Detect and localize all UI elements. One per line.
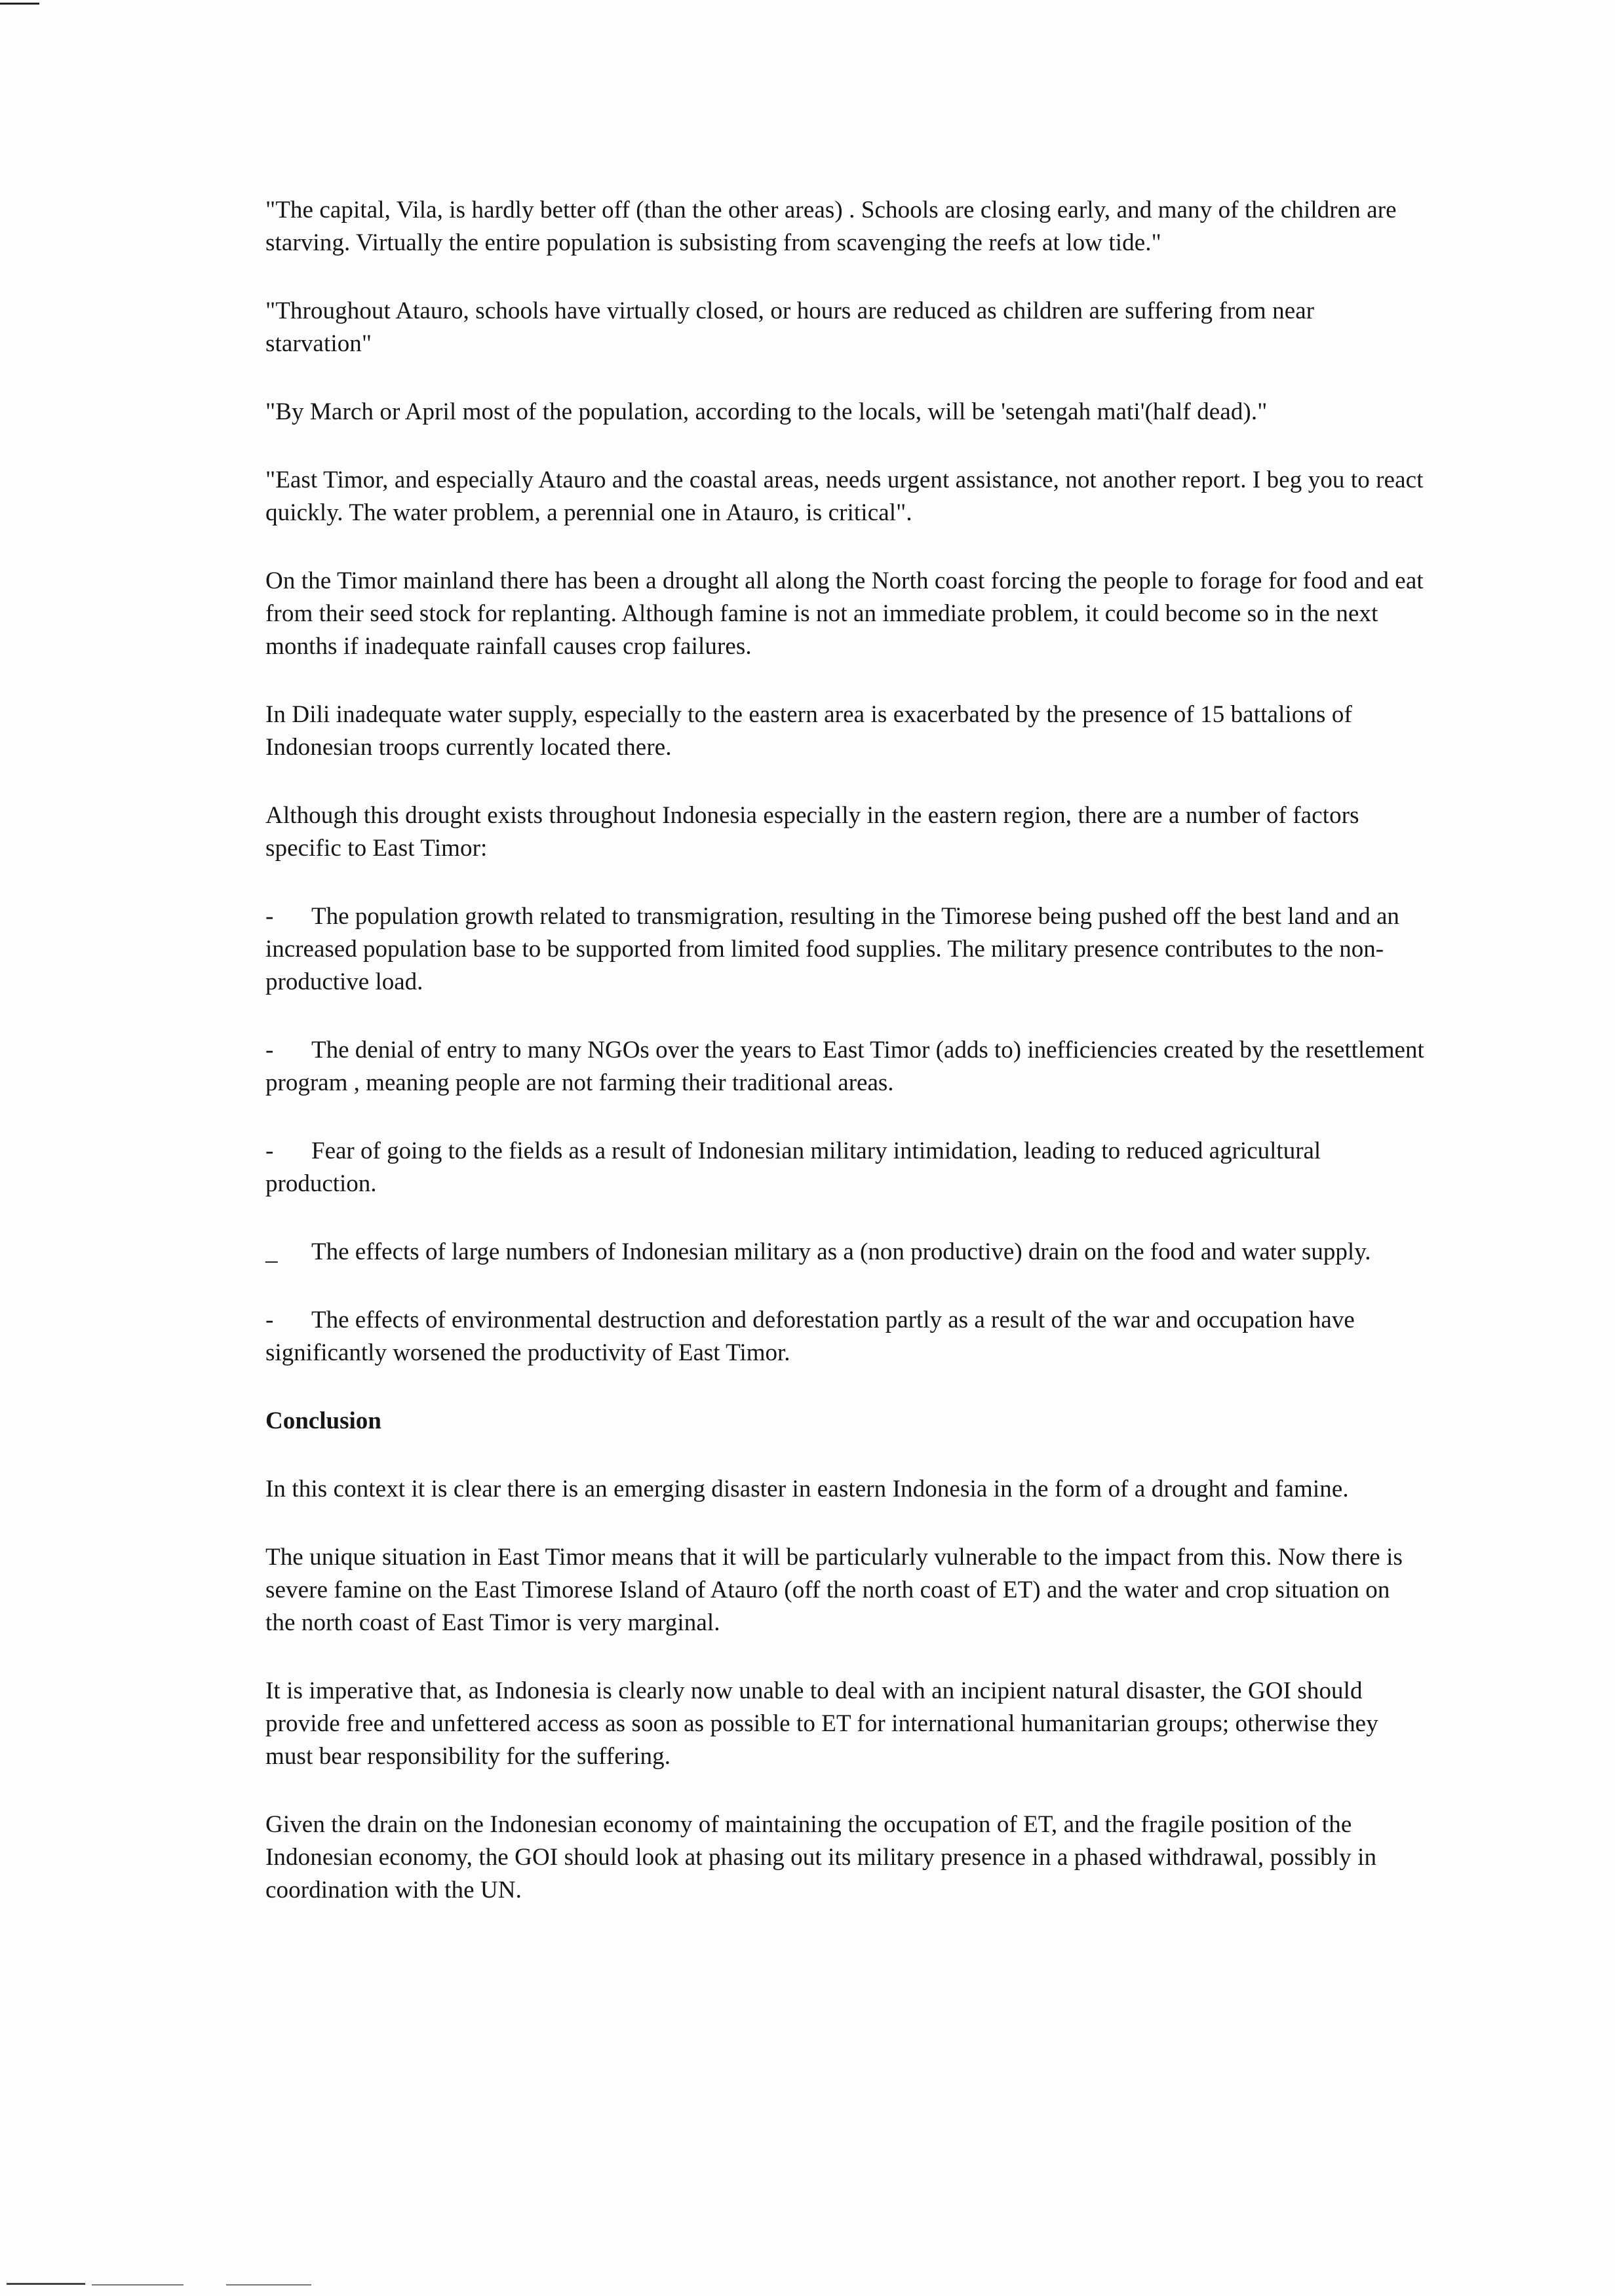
paragraph-vila-quote: "The capital, Vila, is hardly better off (than the other areas) . Schools are closing early, and many of the children are starving. Virtually the entire population is subsisting from scavenging the reefs at low tide." [265,197,1397,256]
bullet-text: Fear of going to the fields as a result of Indonesian military intimidation, leading to reduced agricultural production. [265,1138,1321,1197]
scan-mark-bottom-left [7,2283,85,2285]
paragraph-atauro-schools-quote: "Throughout Atauro, schools have virtually closed, or hours are reduced as children are suffering from near starvation" [265,297,1315,357]
paragraph-emerging-disaster: In this context it is clear there is an emerging disaster in eastern Indonesia in the form of a drought and famine. [265,1476,1349,1502]
paragraph-phased-withdrawal: Given the drain on the Indonesian economy of maintaining the occupation of ET, and the fragile position of the Indonesian economy, the GOI should look at phasing out its military presence in a phased withdrawal, possibly in coordination with the UN. [265,1811,1377,1904]
section-heading-conclusion: Conclusion [265,1407,381,1434]
paragraph-urgent-assistance-quote: "East Timor, and especially Atauro and the coastal areas, needs urgent assistance, not another report. I beg you to react quickly. The water problem, a perennial one in Atauro, is critical". [265,467,1424,526]
bullet-text: The population growth related to transmigration, resulting in the Timorese being pushed off the best land and an increased population base to be supported from limited food supplies. The military presence contributes to the non-productive load. [265,903,1399,995]
paragraph-dili-water: In Dili inadequate water supply, especially to the eastern area is exacerbated by the presence of 15 battalions of Indonesian troops currently located there. [265,701,1352,761]
paragraph-march-april-quote: "By March or April most of the population, according to the locals, will be 'setengah mati'(half dead)." [265,398,1268,425]
scan-mark-bottom-mid [92,2284,184,2286]
paragraph-mainland-drought: On the Timor mainland there has been a drought all along the North coast forcing the people to forage for food and eat from their seed stock for replanting. Although famine is not an immediate problem, it could become so in the next months if inadequate rainfall causes crop failures. [265,567,1424,660]
list-item [265,1304,1426,1369]
paragraph-factors-intro: Although this drought exists throughout Indonesia especially in the eastern region, there are a number of factors specific to East Timor: [265,802,1359,862]
list-item [265,1236,1426,1269]
paragraph-imperative-access: It is imperative that, as Indonesia is clearly now unable to deal with an incipient natural disaster, the GOI should provide free and unfettered access as soon as possible to ET for international humanitarian groups; otherwise they must bear responsibility for the suffering. [265,1677,1378,1770]
scan-mark-top-left [0,3,39,5]
bullet-mark: - [265,903,274,930]
list-item [265,1135,1426,1200]
scan-mark-bottom-mid2 [226,2284,311,2286]
list-item [265,1034,1426,1100]
list-item [265,900,1426,999]
bullet-mark: - [265,1037,274,1063]
paragraph-unique-situation: The unique situation in East Timor means that it will be particularly vulnerable to the impact from this. Now there is severe famine on the East Timorese Island of Atauro (off the north coast of ET) and the water and crop situation on the north coast of East Timor is very marginal. [265,1544,1403,1636]
bullet-text: The denial of entry to many NGOs over the years to East Timor (adds to) inefficiencies created by the resettlement program , meaning people are not farming their traditional areas. [265,1037,1424,1096]
bullet-mark: _ [265,1238,278,1265]
bullet-text: The effects of environmental destruction and deforestation partly as a result of the war and occupation have significantly worsened the productivity of East Timor. [265,1307,1355,1366]
bullet-text: The effects of large numbers of Indonesian military as a (non productive) drain on the food and water supply. [311,1238,1371,1265]
bullet-mark: - [265,1138,274,1164]
bullet-mark: - [265,1307,274,1333]
document-body [265,194,1426,1942]
